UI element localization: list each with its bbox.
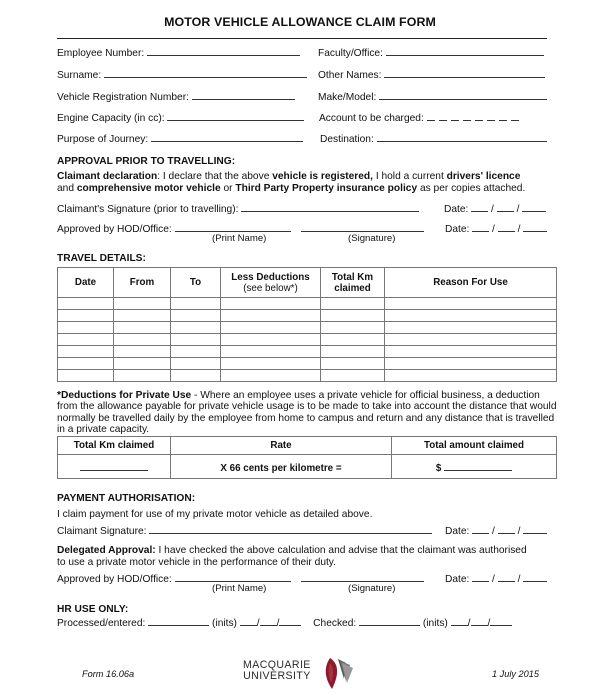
date-label: Date:: [445, 224, 470, 235]
inits-label: (inits): [212, 618, 237, 629]
cell-total-km[interactable]: [321, 322, 385, 334]
engine-capacity-label: Engine Capacity (in cc):: [57, 113, 165, 124]
cell-to[interactable]: [171, 310, 221, 322]
claimant-signature-label: Claimant Signature:: [57, 526, 147, 537]
surname-input[interactable]: [104, 68, 307, 78]
cell-date[interactable]: [58, 358, 114, 370]
total-amount-cell[interactable]: [392, 455, 557, 479]
travel-details-heading: TRAVEL DETAILS:: [57, 253, 146, 264]
rate-table-row: [58, 455, 557, 479]
cell-total-km[interactable]: [321, 310, 385, 322]
cell-deductions[interactable]: [221, 370, 321, 382]
cell-to[interactable]: [171, 358, 221, 370]
table-row: [58, 310, 557, 322]
make-model-label: Make/Model:: [318, 92, 377, 103]
other-names-input[interactable]: [384, 68, 545, 78]
cell-total-km[interactable]: [321, 346, 385, 358]
approved-by-print-name-input[interactable]: [175, 572, 291, 582]
claimant-signature-input[interactable]: [149, 524, 432, 534]
cell-total-km[interactable]: [321, 358, 385, 370]
title-divider: [57, 38, 547, 39]
cell-deductions[interactable]: [221, 298, 321, 310]
table-row: [58, 370, 557, 382]
claimant-signature-prior-field: [57, 202, 419, 215]
cell-deductions[interactable]: [221, 310, 321, 322]
engine-capacity-field: [57, 111, 304, 124]
cell-reason[interactable]: [385, 370, 557, 382]
cell-from[interactable]: [114, 334, 171, 346]
cell-total-km[interactable]: [321, 298, 385, 310]
account-charged-input[interactable]: [427, 113, 523, 124]
faculty-office-input[interactable]: [386, 46, 544, 56]
checked-inits-input[interactable]: [359, 616, 420, 626]
date-label: Date:: [444, 204, 469, 215]
checked-label: Checked:: [313, 618, 357, 629]
signature-caption: (Signature): [348, 233, 396, 244]
destination-label: Destination:: [320, 134, 374, 145]
cell-date[interactable]: [58, 370, 114, 382]
payment-heading: PAYMENT AUTHORISATION:: [57, 493, 196, 504]
rate-table: [57, 436, 557, 479]
hr-processed-row: [57, 616, 512, 629]
employee-number-label: Employee Number:: [57, 48, 145, 59]
account-charged-field: [319, 111, 523, 124]
purpose-of-journey-field: [57, 132, 303, 145]
payment-date-1[interactable]: Date: / /: [445, 524, 547, 537]
payment-date-2[interactable]: Date: / /: [445, 572, 547, 585]
claim-statement: I claim payment for use of my private motor vehicle as detailed above.: [57, 509, 373, 520]
form-number: Form 16.06a: [82, 669, 135, 679]
cell-date[interactable]: [58, 322, 114, 334]
approval-heading: APPROVAL PRIOR TO TRAVELLING:: [57, 156, 236, 167]
cell-reason[interactable]: [385, 334, 557, 346]
approved-by-signature-input[interactable]: [301, 572, 424, 582]
cell-date[interactable]: [58, 334, 114, 346]
approval-date-2[interactable]: Date: / /: [445, 222, 547, 235]
faculty-office-label: Faculty/Office:: [318, 48, 383, 59]
signature-caption: (Signature): [348, 583, 396, 594]
cell-to[interactable]: [171, 334, 221, 346]
claimant-signature-prior-input[interactable]: [241, 202, 419, 212]
approval-date-1[interactable]: Date: / /: [444, 202, 546, 215]
make-model-input[interactable]: [379, 90, 547, 100]
hr-heading: HR USE ONLY:: [57, 604, 129, 615]
cell-from[interactable]: [114, 370, 171, 382]
cell-total-km[interactable]: [321, 370, 385, 382]
cell-date[interactable]: [58, 298, 114, 310]
cell-date[interactable]: [58, 346, 114, 358]
rate-table-header: [58, 437, 557, 455]
cell-deductions[interactable]: [221, 358, 321, 370]
approved-by-print-name-input[interactable]: [175, 222, 291, 232]
deductions-note: *Deductions for Private Use - Where an employee uses a private vehicle for official business, a deduction from the allowance payable for private vehicle usage is to be made to take into account the distance that would normally be travelled daily by the employee from home to campus and return and any distance that is travelled in a private capacity.: [57, 390, 557, 436]
form-date: 1 July 2015: [492, 669, 539, 679]
cell-reason[interactable]: [385, 298, 557, 310]
claimant-signature-prior-label: Claimant's Signature (prior to travelling):: [57, 204, 239, 215]
table-row: [58, 346, 557, 358]
col-total-amount: Total amount claimed: [392, 437, 557, 455]
cell-reason[interactable]: [385, 322, 557, 334]
cell-date[interactable]: [58, 310, 114, 322]
cell-total-km[interactable]: [321, 334, 385, 346]
vehicle-registration-input[interactable]: [192, 90, 295, 100]
col-date: Date: [58, 268, 114, 298]
university-logo: [243, 660, 311, 681]
make-model-field: [318, 90, 547, 103]
cell-to[interactable]: [171, 298, 221, 310]
col-total-km: Total Km claimed: [321, 268, 385, 298]
other-names-field: [318, 68, 545, 81]
surname-label: Surname:: [57, 70, 102, 81]
cell-from[interactable]: [114, 346, 171, 358]
form-title: MOTOR VEHICLE ALLOWANCE CLAIM FORM: [164, 15, 436, 29]
col-rate: Rate: [171, 437, 392, 455]
claimant-declaration: Claimant declaration: I declare that the above vehicle is registered, I hold a current drivers' licence and comprehensive motor vehicle or Third Party Property insurance policy as per copies attached.: [57, 171, 526, 194]
date-label: Date:: [445, 526, 470, 537]
table-row: [58, 358, 557, 370]
engine-capacity-input[interactable]: [167, 111, 304, 121]
checked-date-input[interactable]: / /: [451, 618, 513, 629]
cell-from[interactable]: [114, 358, 171, 370]
date-label: Date:: [445, 574, 470, 585]
macquarie-lighthouse-icon: [320, 655, 354, 691]
table-row: [58, 322, 557, 334]
print-name-caption: (Print Name): [212, 233, 267, 244]
account-charged-label: Account to be charged:: [319, 113, 424, 124]
cell-deductions[interactable]: [221, 322, 321, 334]
approved-by-label: Approved by HOD/Office:: [57, 224, 172, 235]
cell-from[interactable]: [114, 310, 171, 322]
rate-value: X 66 cents per kilometre =: [171, 455, 392, 479]
destination-field: [320, 132, 547, 145]
total-km-claimed-cell[interactable]: [58, 455, 171, 479]
destination-input[interactable]: [377, 132, 547, 142]
cell-to[interactable]: [171, 346, 221, 358]
travel-details-table: [57, 267, 557, 382]
claimant-signature-field: [57, 524, 432, 537]
print-name-caption: (Print Name): [212, 583, 267, 594]
logo-wordmark: MACQUARIE UNIVERSITY: [243, 659, 311, 682]
cell-reason[interactable]: [385, 346, 557, 358]
employee-number-field: [57, 46, 300, 59]
vehicle-registration-label: Vehicle Registration Number:: [57, 92, 189, 103]
faculty-office-field: [318, 46, 544, 59]
table-row: [58, 334, 557, 346]
col-from: From: [114, 268, 171, 298]
processed-label: Processed/entered:: [57, 618, 146, 629]
approved-by-signature-input[interactable]: [301, 222, 424, 232]
employee-number-input[interactable]: [147, 46, 300, 56]
other-names-label: Other Names:: [318, 70, 382, 81]
currency-symbol: $: [435, 463, 442, 474]
total-amount-input[interactable]: [444, 461, 512, 471]
inits-label: (inits): [422, 618, 448, 629]
total-km-claimed-input[interactable]: [80, 461, 148, 471]
cell-to[interactable]: [171, 322, 221, 334]
table-row: [58, 298, 557, 310]
cell-reason[interactable]: [385, 358, 557, 370]
processed-inits-input[interactable]: [148, 616, 209, 626]
delegated-approval-text: Delegated Approval: I have checked the above calculation and advise that the claimant was authorised to use a private motor vehicle in the performance of their duty.: [57, 545, 527, 568]
approved-by-label: Approved by HOD/Office:: [57, 574, 172, 585]
cell-from[interactable]: [114, 298, 171, 310]
cell-reason[interactable]: [385, 310, 557, 322]
cell-deductions[interactable]: [221, 346, 321, 358]
vehicle-registration-field: [57, 90, 295, 103]
travel-table-header: [58, 268, 557, 298]
purpose-of-journey-input[interactable]: [151, 132, 303, 142]
cell-deductions[interactable]: [221, 334, 321, 346]
col-to: To: [171, 268, 221, 298]
purpose-of-journey-label: Purpose of Journey:: [57, 134, 149, 145]
processed-date-input[interactable]: / /: [240, 618, 302, 629]
col-less-deductions: Less Deductions (see below*): [221, 268, 321, 298]
surname-field: [57, 68, 307, 81]
cell-to[interactable]: [171, 370, 221, 382]
col-reason: Reason For Use: [385, 268, 557, 298]
col-total-km-claimed: Total Km claimed: [58, 437, 171, 455]
cell-from[interactable]: [114, 322, 171, 334]
